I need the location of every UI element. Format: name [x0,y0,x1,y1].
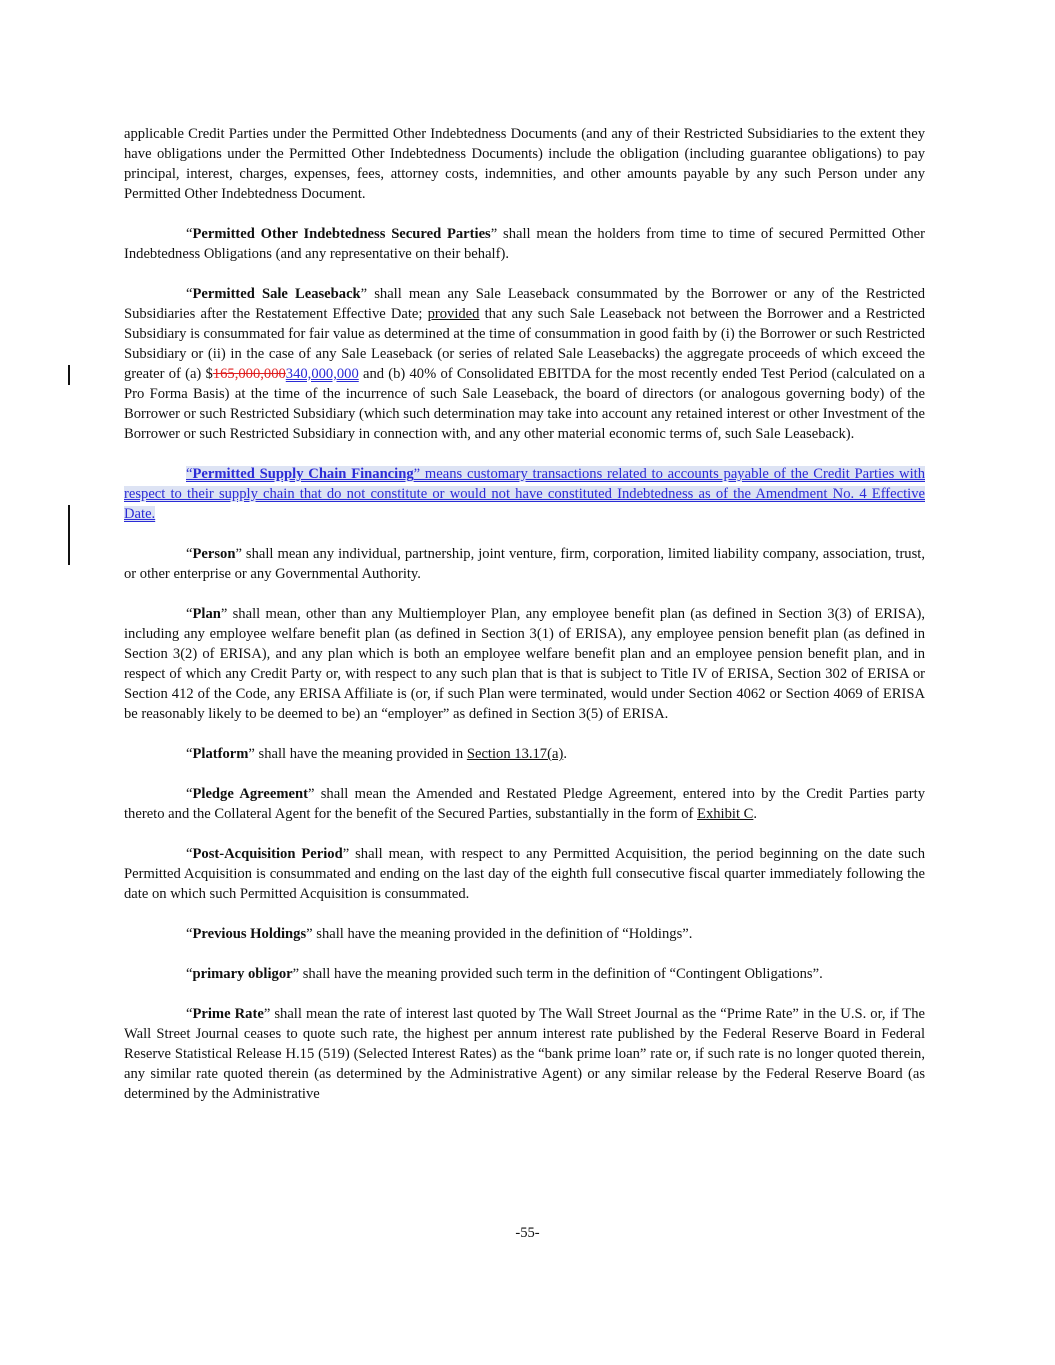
provided-underlined: provided [427,306,480,322]
defined-term: Post-Acquisition Period [192,846,343,862]
definition-secured-parties: “Permitted Other Indebtedness Secured Parties” shall mean the holders from time to time of secured Permitted Other Indebtedness Obligations (and any representative on their behalf). [124,226,925,262]
defined-term: Person [192,546,236,562]
defined-term: Plan [192,606,221,622]
deleted-amount: 165,000,000 [212,366,286,382]
defined-term: Permitted Supply Chain Financing [192,466,414,482]
definition-sale-leaseback: “Permitted Sale Leaseback” shall mean any Sale Leaseback consummated by the Borrower or any of the Restricted Subsidiaries after the Restatement Effective Date; provided that any such Sale Leaseback not between the Borrower and a Restricted Subsidiary is consummated for fair value as determined at the time of consummation in good faith by (i) the Borrower or such Restricted Subsidiary or (ii) in the case of any Sale Leaseback (or series of related Sale Leasebacks) the aggregate proceeds of which exceed the greater of (a) $165,000,000340,000,000 and (b) 40% of Consolidated EBITDA for the most recently ended Test Period (calculated on a Pro Forma Basis) at the time of the incurrence of such Sale Leaseback, the board of directors (or analogous governing body) of the Borrower or such Restricted Subsidiary (which such determination may take into account any retained interest or other Investment of the Borrower or such Restricted Subsidiary in connection with, and any other material economic terms of, such Sale Leaseback). [124,286,926,442]
inserted-amount: 340,000,000 [285,366,359,382]
defined-term: Platform [192,746,249,762]
definition-post-acquisition-period: “Post-Acquisition Period” shall mean, with respect to any Permitted Acquisition, the period beginning on the date such Permitted Acquisition is consummated and ending on the last day of the eighth full consecutive fiscal quarter immediately following the date on which such Permitted Acquisition is consummated. [124,846,926,902]
definition-prime-rate: “Prime Rate” shall mean the rate of interest last quoted by The Wall Street Journal as the “Prime Rate” in the U.S. or, if The Wall Street Journal ceases to quote such rate, the highest per annum interest rate published by the Federal Reserve Board in Federal Reserve Statistical Release H.15 (519) (Selected Interest Rates) as the “bank prime loan” rate or, if such rate is no longer quoted therein, any similar rate quoted therein (as determined by the Administrative Agent) or any similar release by the Federal Reserve Board (as determined by the Administrative [124,1006,925,1102]
definition-primary-obligor: “primary obligor” shall have the meaning provided such term in the definition of “Contingent Obligations”. [186,966,823,982]
definition-previous-holdings: “Previous Holdings” shall have the meaning provided in the definition of “Holdings”. [186,926,693,942]
definition-person: “Person” shall mean any individual, partnership, joint venture, firm, corporation, limited liability company, association, trust, or other enterprise or any Governmental Authority. [124,546,925,582]
exhibit-reference: Exhibit C [697,806,754,822]
defined-term: Previous Holdings [192,926,307,942]
change-bar [68,505,70,565]
paragraph-continuation: applicable Credit Parties under the Permitted Other Indebtedness Documents (and any of their Restricted Subsidiaries to the extent they have obligations under the Permitted Other Indebtedness Documents) include the obligation (including guarantee obligations) to pay principal, interest, charges, expenses, fees, attorney costs, indemnities, and other amounts payable by any such Person under any Permitted Other Indebtedness Document. [124,126,925,202]
page-number: -55- [515,1225,540,1241]
defined-term: Permitted Other Indebtedness Secured Parties [192,226,491,242]
definition-plan: “Plan” shall mean, other than any Multiemployer Plan, any employee benefit plan (as defined in Section 3(3) of ERISA), including any employee welfare benefit plan (as defined in Section 3(1) of ERISA), any employee pension benefit plan (as defined in Section 3(2) of ERISA), and any plan which is both an employee welfare benefit plan and an employee pension benefit plan, and in respect of which any Credit Party or, with respect to any such plan that is that is subject to Title IV of ERISA, Section 302 of ERISA or Section 412 of the Code, any ERISA Affiliate is (or, if such Plan were terminated, would under Section 4062 or Section 4069 of ERISA be reasonably likely to be deemed to be) an “employer” as defined in Section 3(5) of ERISA. [124,606,925,722]
change-bar [68,365,70,385]
definition-platform: “Platform” shall have the meaning provided in Section 13.17(a). [186,746,567,762]
defined-term: Prime Rate [192,1006,264,1022]
defined-term: Pledge Agreement [192,786,308,802]
defined-term: primary obligor [192,966,293,982]
definition-pledge-agreement: “Pledge Agreement” shall mean the Amended and Restated Pledge Agreement, entered into by the Credit Parties party thereto and the Collateral Agent for the benefit of the Secured Parties, substantially in the form of Exhibit C. [124,786,926,822]
section-reference: Section 13.17(a) [466,746,564,762]
document-page [124,124,925,1124]
defined-term: Permitted Sale Leaseback [192,286,361,302]
definition-supply-chain-inserted: “Permitted Supply Chain Financing” means customary transactions related to accounts payable of the Credit Parties with respect to their supply chain that do not constitute or would not have constituted Indebtedness as of the Amendment No. 4 Effective Date. [124,466,925,522]
